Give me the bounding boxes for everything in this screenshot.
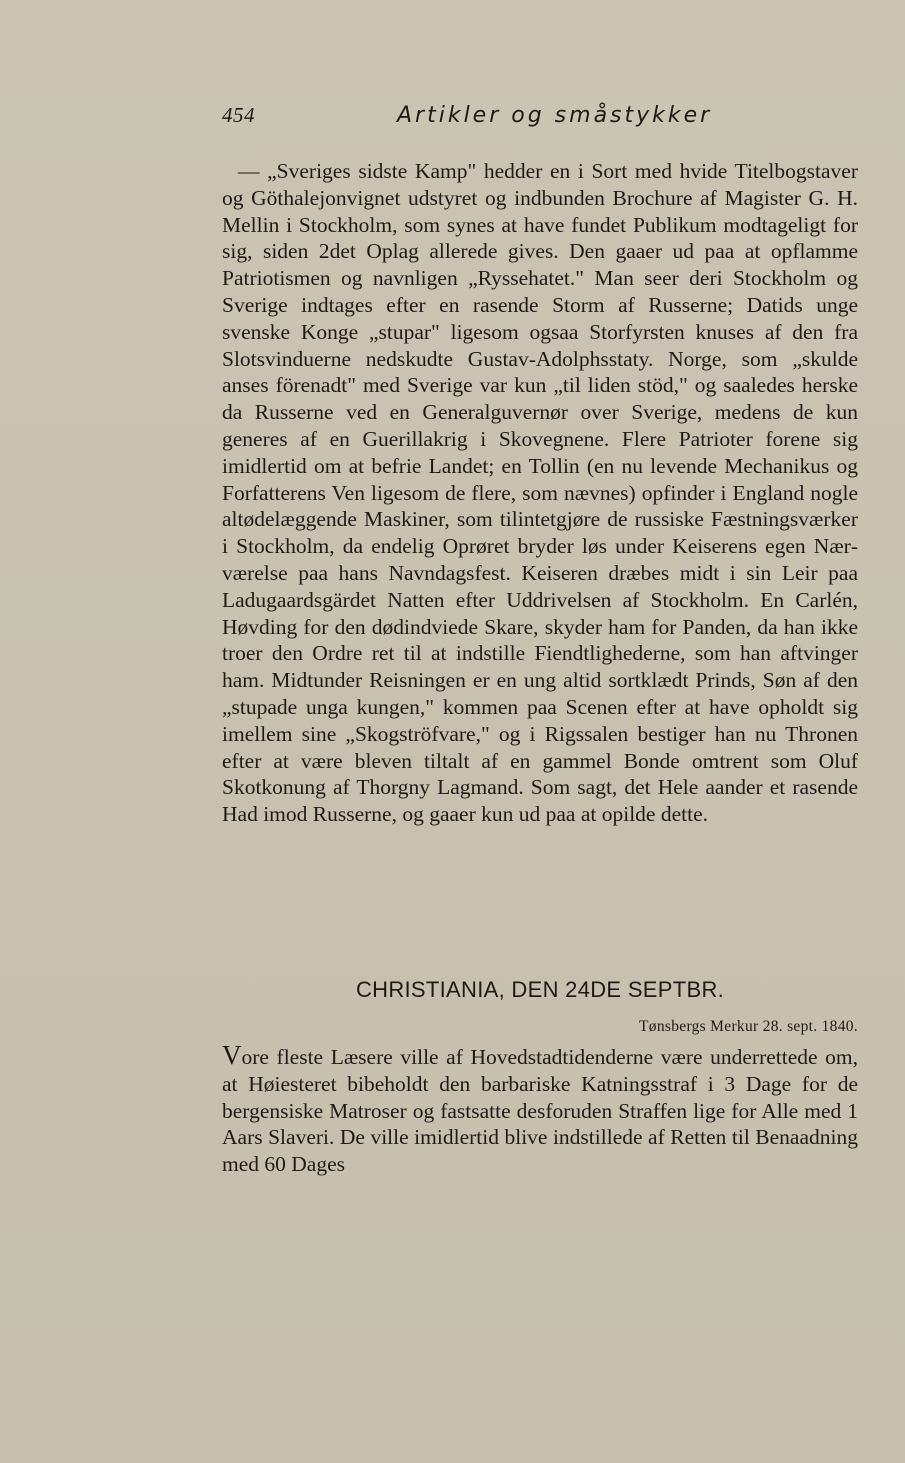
section-heading: CHRISTIANIA, DEN 24DE SEPTBR. (355, 977, 725, 1002)
source-citation: Tønsbergs Merkur 28. sept. 1840. (639, 1018, 858, 1035)
page-number: 454 (222, 103, 255, 127)
article-paragraph-sveriges-sidste-kamp: — „Sveriges sidste Kamp" hedder en i Sort med hvide Titelbogstaver og Göthalejonvignet udstyret og indbunden Brochure af Magister G. H. Mellin i Stockholm, som synes at have fundet Publikum modtageligt for sig, siden 2det Oplag allerede gives. Den gaaer ud paa at opflamme Patriotismen og navnligen „Ryssehatet." Man seer deri Stockholm og Sverige indtages efter en rasende Storm af Russerne; Datids unge svenske Konge „stupar" ligesom ogsaa Storfyrsten knuses af den fra Slotsvinduerne nedskudte Gustav-Adolphsstaty. Norge, som „skulde anses förenadt" med Sverige var kun „til liden stöd," og saaledes herske da Russerne ved en Generalguvernør over Sverige, medens de kun generes af en Guerillakrig i Skovegnene. Flere Patrioter forene sig imidlertid om at befrie Landet; en Tollin (en nu levende Mechanikus og Forfatterens Ven ligesom de flere, som nævnes) opfinder i England nogle altødelæggende Maskiner, som tilintetgjøre de russiske Fæstningsværker i Stockholm, da endelig Oprøret bryder løs under Keiserens egen Nærværelse paa hans Navndagsfest. Keiseren dræbes midt i sin Leir paa Ladugaardsgärdet Natten efter Uddrivelsen af Stockholm. En Carlén, Høvding for den dødindviede Skare, skyder ham for Panden, da han ikke troer den Ordre ret til at indstille Fiendtlighederne, som han aftvinger ham. Midtunder Reisningen er en ung altid sortklædt Prinds, Søn af den „stupade unga kungen," kommen paa Scenen efter at have opholdt sig imellem sine „Skogströfvare," og i Rigssalen bestiger han nu Thronen efter at være bleven tiltalt af en gammel Bonde omtrent som Oluf Skotkonung af Thorgny Lagmand. Som sagt, det Hele aander et rasende Had imod Russerne, og gaaer kun ud paa at opilde dette. (222, 159, 858, 827)
page-header (222, 103, 858, 137)
article-paragraph-christiania-text: ore fleste Læsere ville af Hovedstadtidenderne være underrettede om, at Høiesteret bibeholdt den barbariske Katningsstraf i 3 Dage for de bergensiske Matroser og fastsatte desforuden Straffen lige for Alle med 1 Aars Slaveri. De ville imidlertid blive indstillede af Retten til Benaadning med 60 Dages (222, 1045, 858, 1177)
running-title: Artikler og småstykker (397, 103, 713, 128)
drop-cap-letter: V (222, 1040, 242, 1070)
article-paragraph-christiania (222, 1040, 858, 1178)
